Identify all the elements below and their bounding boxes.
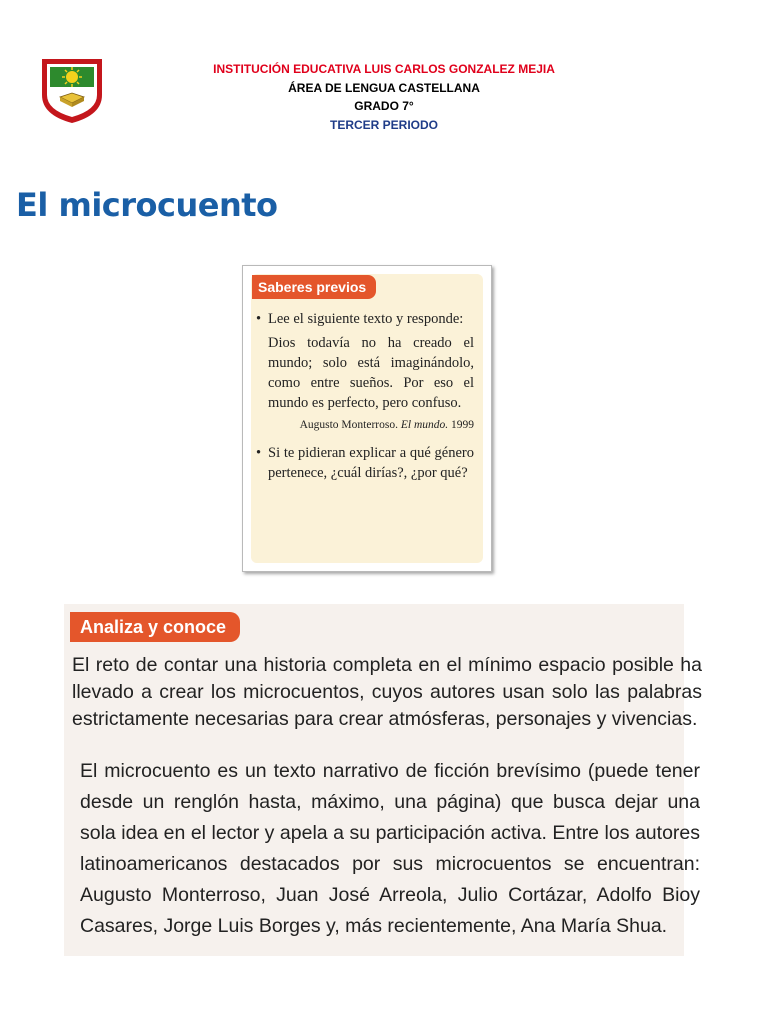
bullet-icon: • — [256, 311, 262, 327]
list-item — [256, 309, 474, 329]
quote-citation — [256, 415, 474, 435]
analiza-conoce-label: Analiza y conoce — [70, 612, 240, 642]
page-title: El microcuento — [16, 186, 278, 224]
question-text: Si te pidieran explicar a qué género pertenece, ¿cuál dirías?, ¿por qué? — [268, 445, 474, 481]
instruction-text: Lee el siguiente texto y responde: — [268, 311, 464, 327]
period-label: TERCER PERIODO — [329, 118, 438, 132]
institution-name: INSTITUCIÓN EDUCATIVA LUIS CARLOS GONZALEZ MEJIA — [213, 62, 555, 76]
citation-author: Augusto Monterroso. — [299, 419, 398, 431]
bullet-icon: • — [256, 445, 262, 461]
citation-work: El mundo. — [400, 419, 449, 431]
intro-paragraph: El reto de contar una historia completa en el mínimo espacio posible ha llevado a crear los microcuentos, cuyos autores usan solo las palabras estrictamente necesarias para crear atmósferas, personajes y vivencias. — [72, 654, 702, 730]
grade-label: GRADO 7° — [354, 99, 414, 113]
definition-paragraph: El microcuento es un texto narrativo de ficción brevísimo (puede tener desde un renglón hasta, máximo, una página) que busca dejar una sola idea en el lector y apela a su participación activa. Entre los autores latinoamericanos destacados por sus microcuentos se encuentran: Augusto Monterroso, Juan José Arreola, Julio Cortázar, Adolfo Bioy Casares, Jorge Luis Borges y, más recientemente, Ana María Shua. — [80, 760, 700, 937]
list-item — [256, 443, 474, 483]
area-name: ÁREA DE LENGUA CASTELLANA — [288, 81, 480, 95]
citation-year: 1999 — [451, 419, 474, 431]
quote-text: Dios todavía no ha creado el mundo; solo está imaginándolo, como entre sueños. Por eso el mundo es perfecto, pero confuso. — [268, 335, 474, 411]
saberes-previos-label: Saberes previos — [252, 275, 376, 299]
saberes-previos-content — [256, 309, 474, 483]
